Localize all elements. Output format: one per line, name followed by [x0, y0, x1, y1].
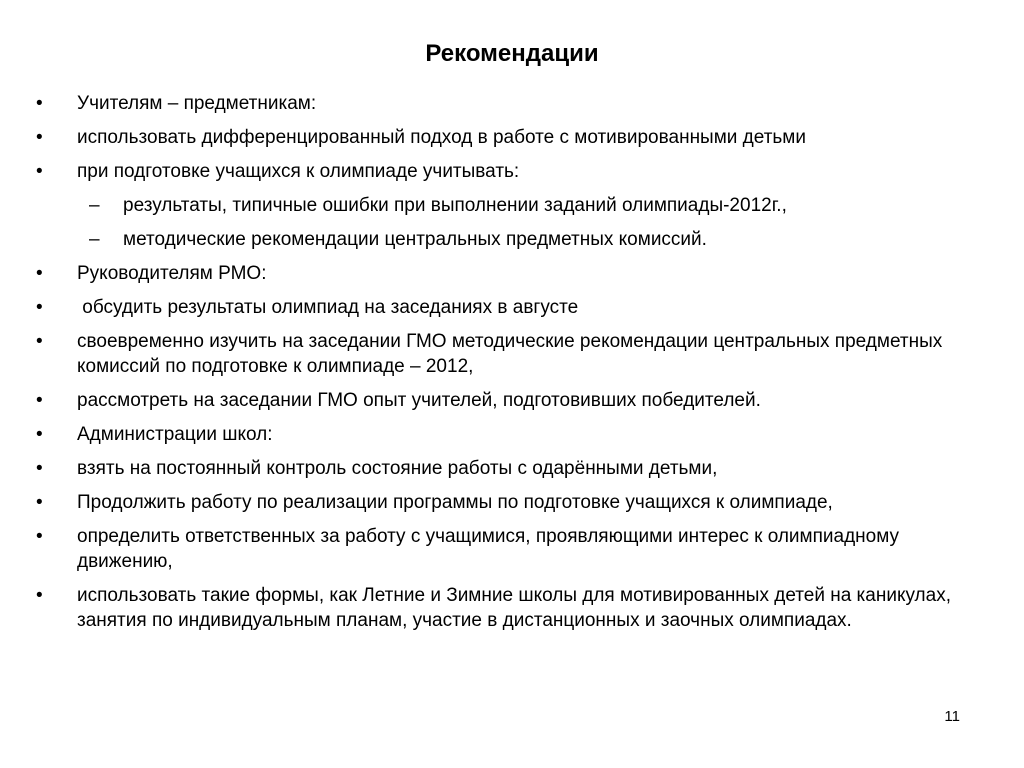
bullet-icon: •	[36, 585, 43, 606]
list-item	[0, 91, 1024, 116]
bullet-icon: •	[36, 263, 43, 284]
list-item	[0, 456, 1024, 481]
list-item-text: Учителям – предметникам:	[77, 93, 317, 114]
list-item-text: взять на постоянный контроль состояние работы с одарёнными детьми,	[77, 458, 718, 479]
bullet-icon: •	[36, 161, 43, 182]
list-item	[0, 295, 1024, 320]
list-item	[0, 329, 1024, 379]
list-item	[0, 261, 1024, 286]
bullet-icon: •	[36, 458, 43, 479]
list-item-text: определить ответственных за работу с учащимися, проявляющими интерес к олимпиадному движению,	[77, 526, 899, 572]
list-item	[0, 422, 1024, 447]
list-item-text: использовать такие формы, как Летние и Зимние школы для мотивированных детей на каникулах, занятия по индивидуальным планам, участие в дистанционных и заочных олимпиадах.	[77, 585, 951, 631]
list-item	[0, 125, 1024, 150]
page-number: 11	[944, 708, 960, 725]
bullet-icon: •	[36, 424, 43, 445]
list-item-text: при подготовке учащихся к олимпиаде учитывать:	[77, 161, 520, 182]
bullet-icon: •	[36, 492, 43, 513]
list-item-text: Администрации школ:	[77, 424, 273, 445]
bullet-icon: •	[36, 526, 43, 547]
list-item-text: рассмотреть на заседании ГМО опыт учителей, подготовивших победителей.	[77, 390, 761, 411]
list-item-text: Руководителям РМО:	[77, 263, 267, 284]
bullet-icon: •	[36, 297, 43, 318]
list-item	[0, 388, 1024, 413]
sub-list-item	[0, 227, 1024, 252]
dash-icon: –	[89, 195, 100, 216]
bullet-icon: •	[36, 390, 43, 411]
bullet-icon: •	[36, 127, 43, 148]
list-item-text: своевременно изучить на заседании ГМО методические рекомендации центральных предметных комиссий по подготовке к олимпиаде – 2012,	[77, 331, 943, 377]
list-item	[0, 583, 1024, 633]
recommendations-list	[0, 91, 1024, 642]
list-item	[0, 159, 1024, 184]
dash-icon: –	[89, 229, 100, 250]
list-item	[0, 490, 1024, 515]
bullet-icon: •	[36, 331, 43, 352]
sub-list-item-text: методические рекомендации центральных предметных комиссий.	[123, 229, 707, 250]
bullet-icon: •	[36, 93, 43, 114]
list-item	[0, 524, 1024, 574]
list-item-text: обсудить результаты олимпиад на заседаниях в августе	[77, 297, 579, 318]
sub-list-item-text: результаты, типичные ошибки при выполнении заданий олимпиады-2012г.,	[123, 195, 787, 216]
list-item-text: использовать дифференцированный подход в работе с мотивированными детьми	[77, 127, 806, 148]
sub-list-item	[0, 193, 1024, 218]
slide-title: Рекомендации	[425, 40, 599, 67]
list-item-text: Продолжить работу по реализации программы по подготовке учащихся к олимпиаде,	[77, 492, 833, 513]
